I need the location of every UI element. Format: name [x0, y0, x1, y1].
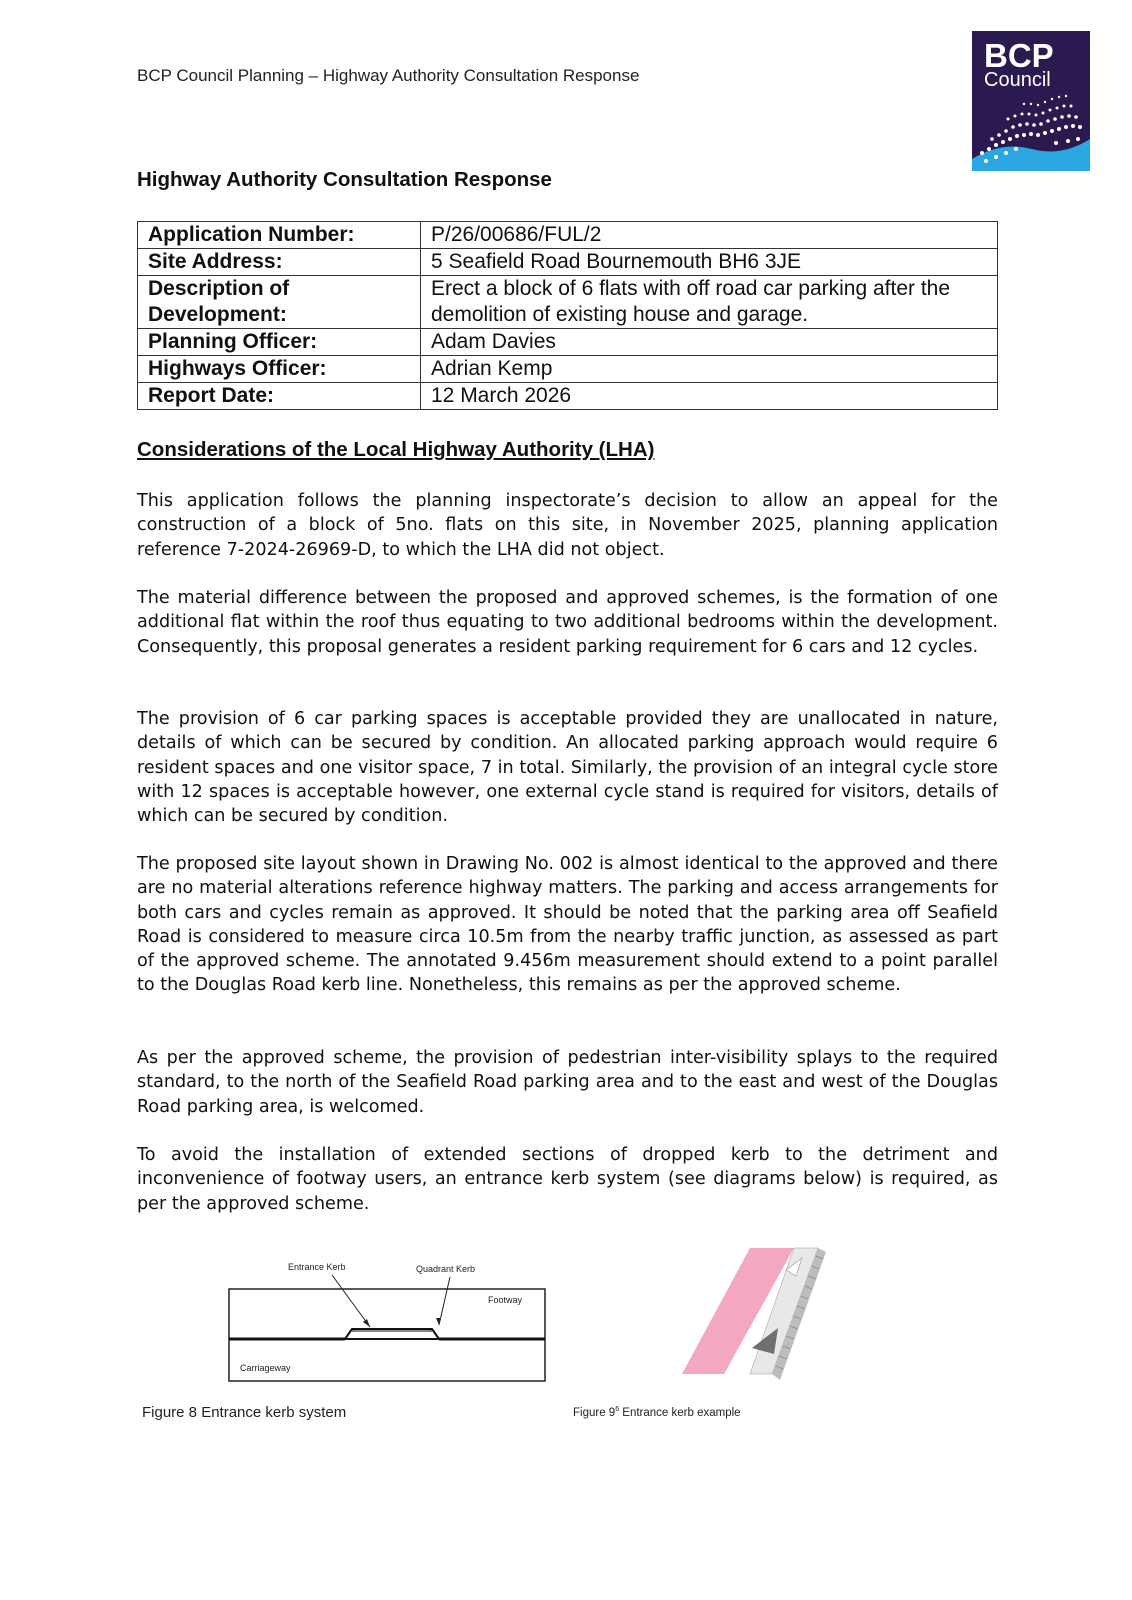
- table-row: [138, 222, 998, 249]
- row-value: 5 Seafield Road Bournemouth BH6 3JE: [421, 249, 998, 276]
- row-label: Highways Officer:: [138, 356, 421, 383]
- paragraph-1: This application follows the planning inspectorate’s decision to allow an appeal for the construction of a block of 5no. flats on this site, in November 2025, planning application reference 7-2024-26969-D, to which the LHA did not object.: [137, 491, 998, 560]
- figure-9-caption-text: Entrance kerb example: [619, 1406, 741, 1419]
- label-footway: Footway: [488, 1295, 523, 1305]
- row-label: Site Address:: [138, 249, 421, 276]
- table-row: [138, 356, 998, 383]
- row-label: Planning Officer:: [138, 329, 421, 356]
- figure-8-caption: Figure 8 Entrance kerb system: [142, 1404, 347, 1421]
- row-label: Report Date:: [138, 383, 421, 410]
- paragraph-2: The material difference between the proposed and approved schemes, is the formation of one additional flat within the roof thus equating to two additional bedrooms within the development. Consequently, this proposal generates a resident parking requirement for 6 cars and 12 cycles.: [137, 588, 998, 657]
- paragraph-6: To avoid the installation of extended sections of dropped kerb to the detriment and inconvenience of footway users, an entrance kerb system (see diagrams below) is required, as per the approved scheme.: [137, 1145, 998, 1214]
- paragraph-5: As per the approved scheme, the provision of pedestrian inter-visibility splays to the required standard, to the north of the Seafield Road parking area and to the east and west of the Douglas Road parking area, is welcomed.: [137, 1048, 998, 1117]
- row-value: P/26/00686/FUL/2: [421, 222, 998, 249]
- row-label: Application Number:: [138, 222, 421, 249]
- header-text: BCP Council Planning – Highway Authority Consultation Response: [137, 66, 640, 85]
- figure-9-caption-label: Figure 9: [573, 1406, 616, 1419]
- table-row: [138, 329, 998, 356]
- page-title: Highway Authority Consultation Response: [137, 168, 552, 191]
- table-row: [138, 249, 998, 276]
- logo-line1: BCP: [984, 37, 1054, 74]
- row-value: Adam Davies: [421, 329, 998, 356]
- label-entrance-kerb: Entrance Kerb: [288, 1262, 346, 1272]
- table-row: [138, 383, 998, 410]
- figure-8-entrance-kerb-diagram: [220, 1255, 560, 1385]
- row-value: Erect a block of 6 flats with off road car parking after the demolition of existing house and garage.: [421, 276, 998, 329]
- bcp-council-logo: [972, 31, 1090, 171]
- row-label: Description of Development:: [138, 276, 421, 329]
- figure-9-footnote-ref: 6: [615, 1406, 620, 1413]
- row-value: 12 March 2026: [421, 383, 998, 410]
- paragraph-3: The provision of 6 car parking spaces is acceptable provided they are unallocated in nature, details of which can be secured by condition. An allocated parking approach would require 6 resident spaces and one visitor space, 7 in total. Similarly, the provision of an integral cycle store with 12 spaces is acceptable however, one external cycle stand is required for visitors, details of which can be secured by condition.: [137, 709, 998, 827]
- paragraph-4: The proposed site layout shown in Drawing No. 002 is almost identical to the approved and there are no material alterations reference highway matters. The parking and access arrangements for both cars and cycles remain as approved. It should be noted that the parking area off Seafield Road is considered to measure circa 10.5m from the nearby traffic junction, as assessed as part of the approved scheme. The annotated 9.456m measurement should extend to a point parallel to the Douglas Road kerb line. Nonetheless, this remains as per the approved scheme.: [137, 854, 998, 996]
- section-heading: Considerations of the Local Highway Authority (LHA): [137, 438, 655, 461]
- label-carriageway: Carriageway: [240, 1363, 291, 1373]
- application-info-table: [137, 221, 998, 410]
- table-row: [138, 276, 998, 329]
- logo-line2: Council: [984, 69, 1051, 91]
- label-quadrant-kerb: Quadrant Kerb: [416, 1264, 476, 1274]
- row-value: Adrian Kemp: [421, 356, 998, 383]
- figure-9-caption: [573, 1406, 741, 1419]
- figure-9-entrance-kerb-photo: [680, 1242, 840, 1392]
